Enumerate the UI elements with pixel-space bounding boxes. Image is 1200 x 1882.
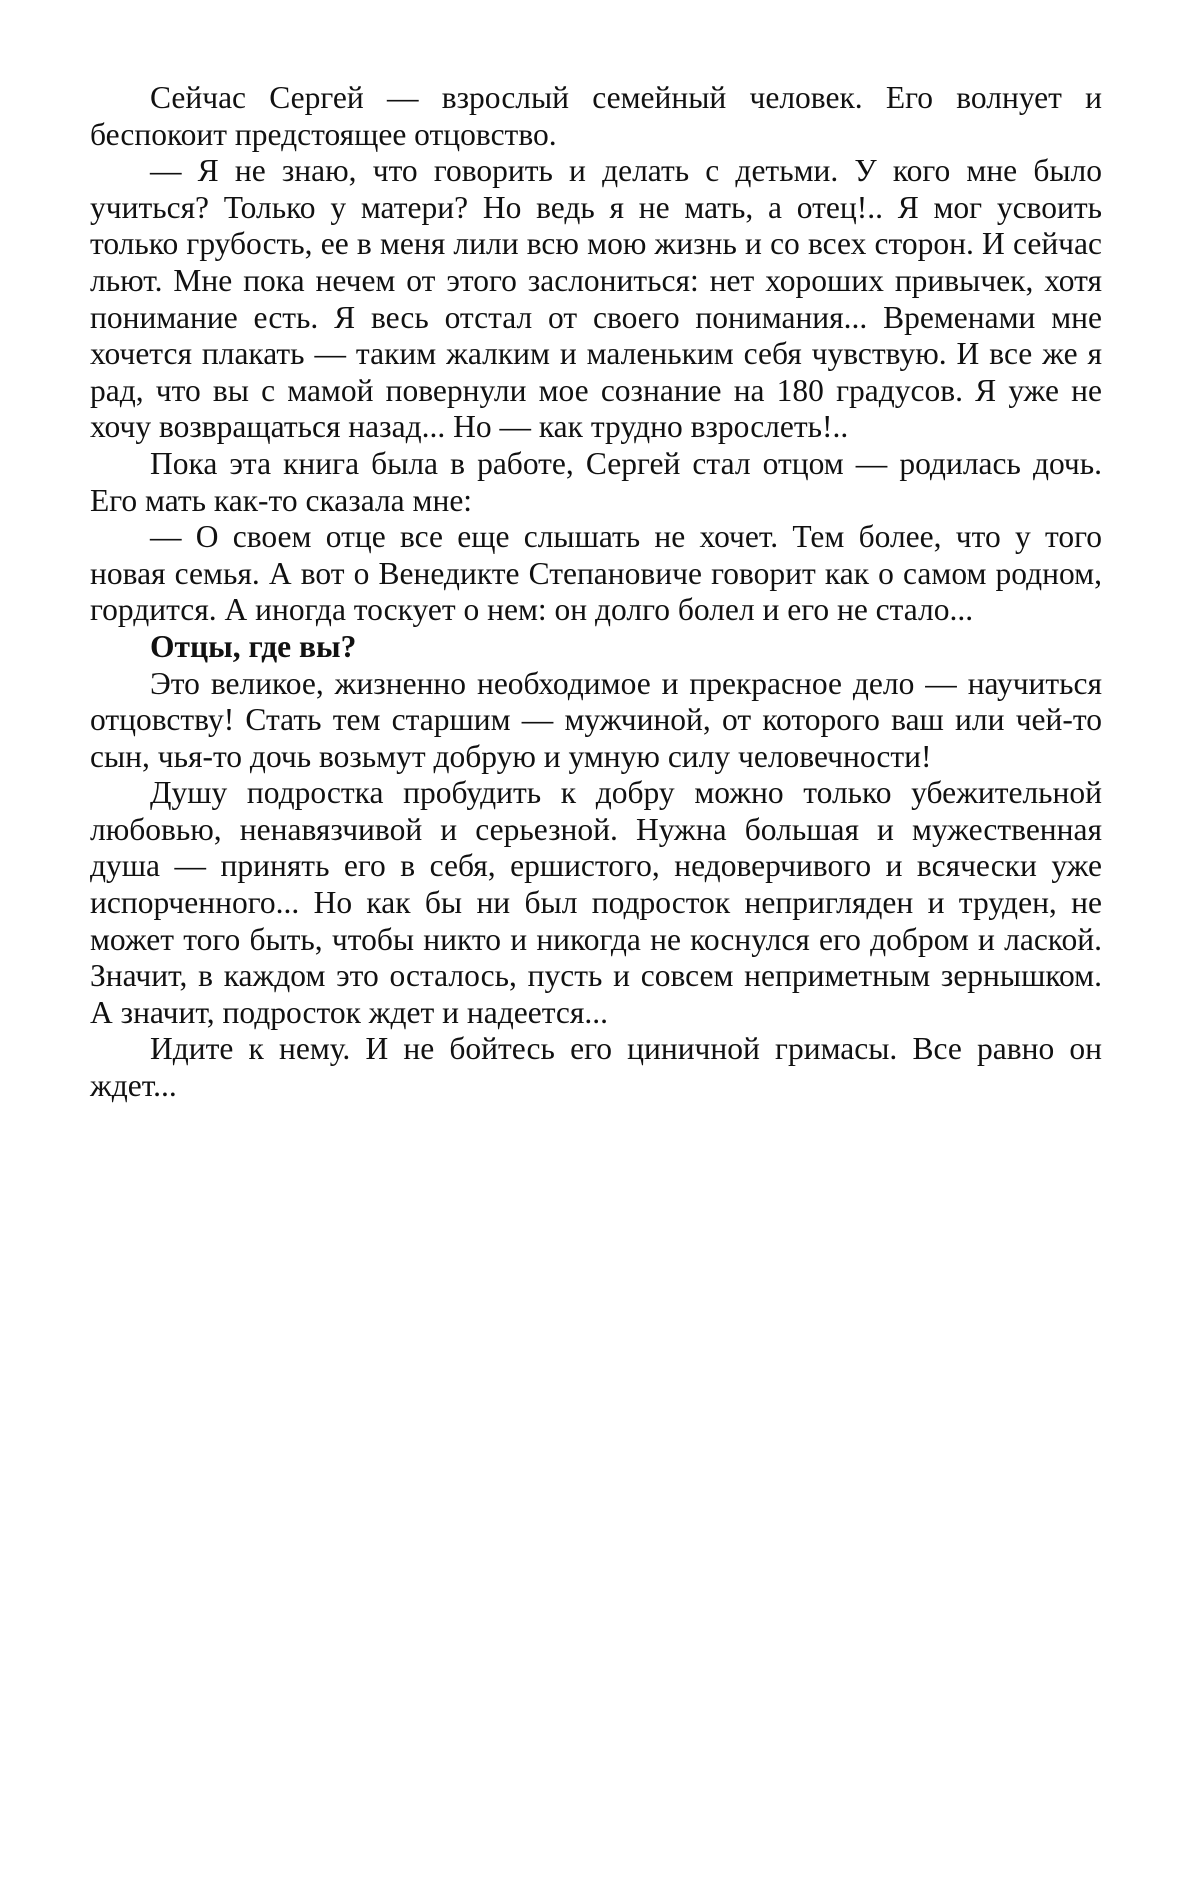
paragraph-sergey-speech: — Я не знаю, что говорить и делать с детьми. У кого мне было учиться? Только у матери? Но ведь я не мать, а отец!.. Я мог усвоить только грубость, ее в меня лили всю мою жизнь и со всех сторон. И сейчас льют. Мне пока нечем от этого заслониться: нет хороших привычек, хотя понимание есть. Я весь отстал от своего понимания... Временами мне хочется плакать — таким жалким и маленьким себя чувствую. И все же я рад, что вы с мамой повернули мое сознание на 180 градусов. Я уже не хочу возвращаться назад... Но — как трудно взрослеть!..: [90, 153, 1102, 445]
paragraph-great-deed: Это великое, жизненно необходимое и прекрасное дело — научиться отцовству! Стать тем старшим — мужчиной, от которого ваш или чей-то сын, чья-то дочь возьмут добрую и умную силу человечности!: [90, 665, 1102, 774]
page-text: [90, 80, 1102, 1105]
paragraph-teen-soul: Душу подростка пробудить к добру можно только убежительной любовью, ненавязчивой и серьезной. Нужна большая и мужественная душа — принять его в себя, ершистого, недоверчивого и всячески уже испорченного... Но как бы ни был подросток непригляден и труден, не может того быть, чтобы никто и никогда не коснулся его добром и лаской. Значит, в каждом это осталось, пусть и совсем неприметным зернышком. А значит, подросток ждет и надеется...: [90, 775, 1102, 1030]
paragraph-go-to-him: Идите к нему. И не бойтесь его циничной гримасы. Все равно он ждет...: [90, 1031, 1102, 1104]
paragraph-fathers-where: Отцы, где вы?: [150, 628, 357, 664]
paragraph-became-father: Пока эта книга была в работе, Сергей стал отцом — родилась дочь. Его мать как-то сказала мне:: [90, 445, 1102, 518]
paragraph-mother-speech: — О своем отце все еще слышать не хочет. Тем более, что у того новая семья. А вот о Венедикте Степановиче говорит как о самом родном, гордится. А иногда тоскует о нем: он долго болел и его не стало...: [90, 519, 1102, 628]
paragraph-sergey-adult: Сейчас Сергей — взрослый семейный человек. Его волнует и беспокоит предстоящее отцовство.: [90, 80, 1102, 152]
